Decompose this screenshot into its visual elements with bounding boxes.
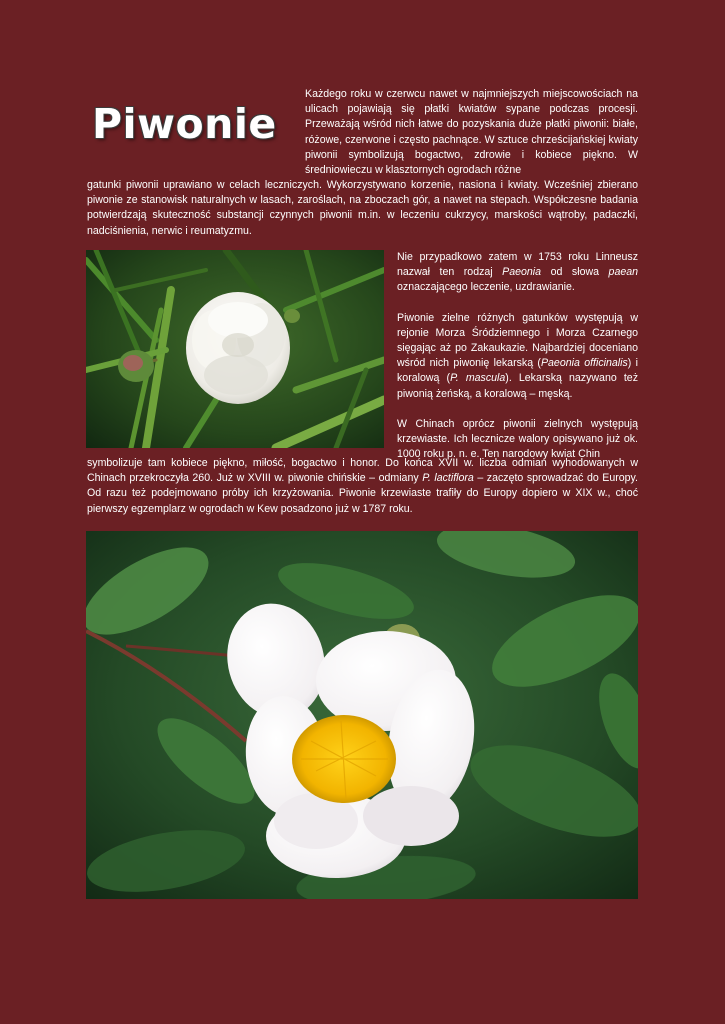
- intro-paragraph-continued: gatunki piwonii uprawiano w celach leczniczych. Wykorzystywano korzenie, nasiona i kwiaty. Wcześniej zbierano piwonie ze stanowisk naturalnych w lasach, zaroślach, na zboczach gór, a nawet na stepach. Współczesne badania potwierdzają skuteczność substancji czynnych piwonii m.in. w leczeniu cukrzycy, marskości wątroby, padaczki, nadciśnienia, nerwic i reumatyzmu.: [87, 179, 638, 237]
- china-paragraph: W Chinach oprócz piwonii zielnych występują krzewiaste. Ich lecznicze walory opisywano już ok. 1000 roku p. n. e. Ten narodowy kwiat Chin: [397, 417, 638, 461]
- china-paragraph-continued: symbolizuje tam kobiece piękno, miłość, bogactwo i honor. Do końca XVII w. liczba odmian wyhodowanych w Chinach przekroczyła 260. Już w XVIII w. piwonie chińskie – odmiany P. lactiflora – zaczęto sprowadzać do Europy. Od razu też podejmowano próby ich krzyżowania. Piwonie krzewiaste trafiły do Europy dopiero w XIX w., choć pierwszy egzemplarz w ogrodach w Kew posadzono już w 1787 roku.: [87, 457, 638, 515]
- species-paragraph: Piwonie zielne różnych gatunków występują w rejonie Morza Śródziemnego i Morza Czarnego sięgając aż po Zakaukazie. Najbardziej doceniano wśród nich piwonię lekarską (Paeonia officinalis) i koralową (P. mascula). Lekarską nazywano też piwonią żeńską, a koralową – męską.: [397, 311, 638, 400]
- linnaeus-paragraph: Nie przypadkowo zatem w 1753 roku Linneusz nazwał ten rodzaj Paeonia od słowa paean oznaczającego leczenie, uzdrawianie.: [397, 251, 639, 294]
- side-column: [397, 250, 638, 477]
- intro-paragraph: Każdego roku w czerwcu nawet w najmniejszych miejscowościach na ulicach pojawiają się płatki kwiatów sypane podczas procesji. Przeważają wśród nich łatwe do pozyskania duże płatki piwonii: białe, różowe, czerwone i często pachnące. W sztuce chrześcijańskiej kwiaty piwonii symbolizują bogactwo, zdrowie i kobiece piękno. W średniowieczu w klasztornych ogrodach różne: [305, 88, 638, 177]
- page-title: Piwonie: [92, 100, 277, 148]
- peony-photo-closed: [86, 250, 384, 448]
- peony-photo-open: [86, 531, 638, 899]
